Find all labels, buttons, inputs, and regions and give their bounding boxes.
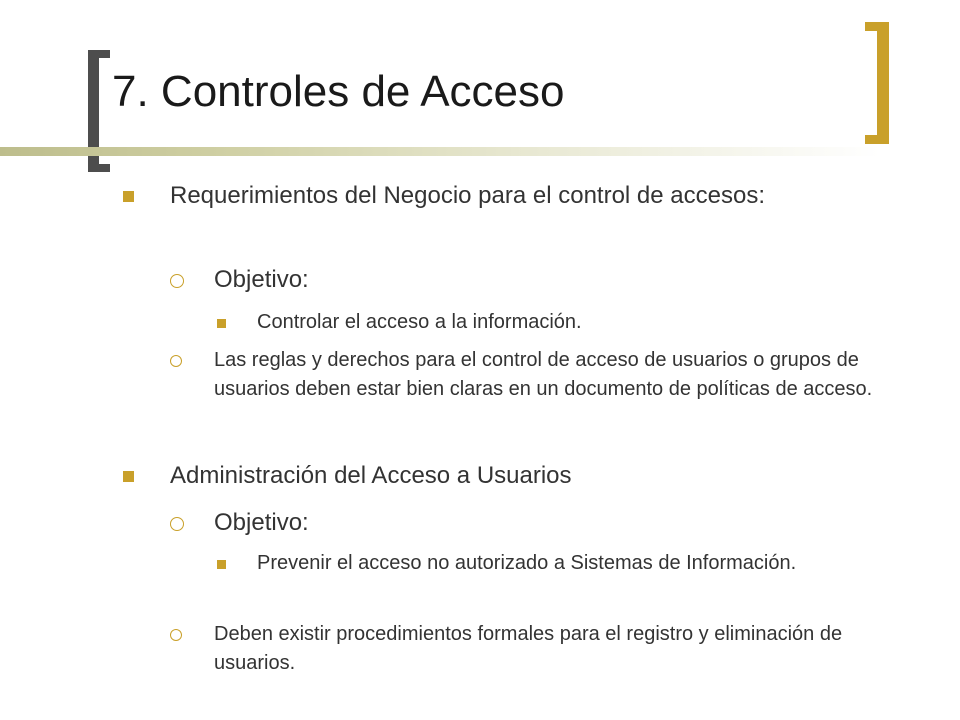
section-2-objective-text: Prevenir el acceso no autorizado a Sistemas de Información. xyxy=(257,552,797,574)
section-1-objective-item xyxy=(170,262,850,298)
left-bracket-bottom xyxy=(88,164,110,172)
small-square-bullet-icon xyxy=(217,560,226,569)
title-underline xyxy=(0,147,880,156)
right-bracket-bar xyxy=(877,22,889,144)
section-2-note: Deben existir procedimientos formales para el registro y eliminación de usuarios. xyxy=(214,623,843,674)
section-1-objective-label: Objetivo: xyxy=(214,266,309,293)
section-2-heading: Administración del Acceso a Usuarios xyxy=(170,462,572,489)
ring-bullet-icon xyxy=(170,517,184,531)
section-2-note-item xyxy=(170,620,900,678)
right-bracket-top xyxy=(865,22,889,31)
section-2-objective-text-item xyxy=(215,549,845,578)
section-1-note-item xyxy=(170,346,900,404)
section-1-heading-item xyxy=(120,178,850,214)
section-2-objective-item xyxy=(170,505,850,541)
slide-title: 7. Controles de Acceso xyxy=(112,67,565,116)
square-bullet-icon xyxy=(123,191,134,202)
left-bracket-top xyxy=(88,50,110,58)
section-1-objective-text: Controlar el acceso a la información. xyxy=(257,311,582,333)
right-bracket-bottom xyxy=(865,135,889,144)
section-1-heading: Requerimientos del Negocio para el control de accesos: xyxy=(170,182,765,209)
ring-bullet-icon xyxy=(170,629,182,641)
square-bullet-icon xyxy=(123,471,134,482)
small-square-bullet-icon xyxy=(217,319,226,328)
ring-bullet-icon xyxy=(170,274,184,288)
ring-bullet-icon xyxy=(170,355,182,367)
section-2-heading-item xyxy=(120,458,850,494)
section-1-note: Las reglas y derechos para el control de acceso de usuarios o grupos de usuarios deben estar bien claras en un documento de políticas de acceso. xyxy=(214,349,873,400)
section-2-objective-label: Objetivo: xyxy=(214,509,309,536)
section-1-objective-text-item xyxy=(215,308,855,337)
